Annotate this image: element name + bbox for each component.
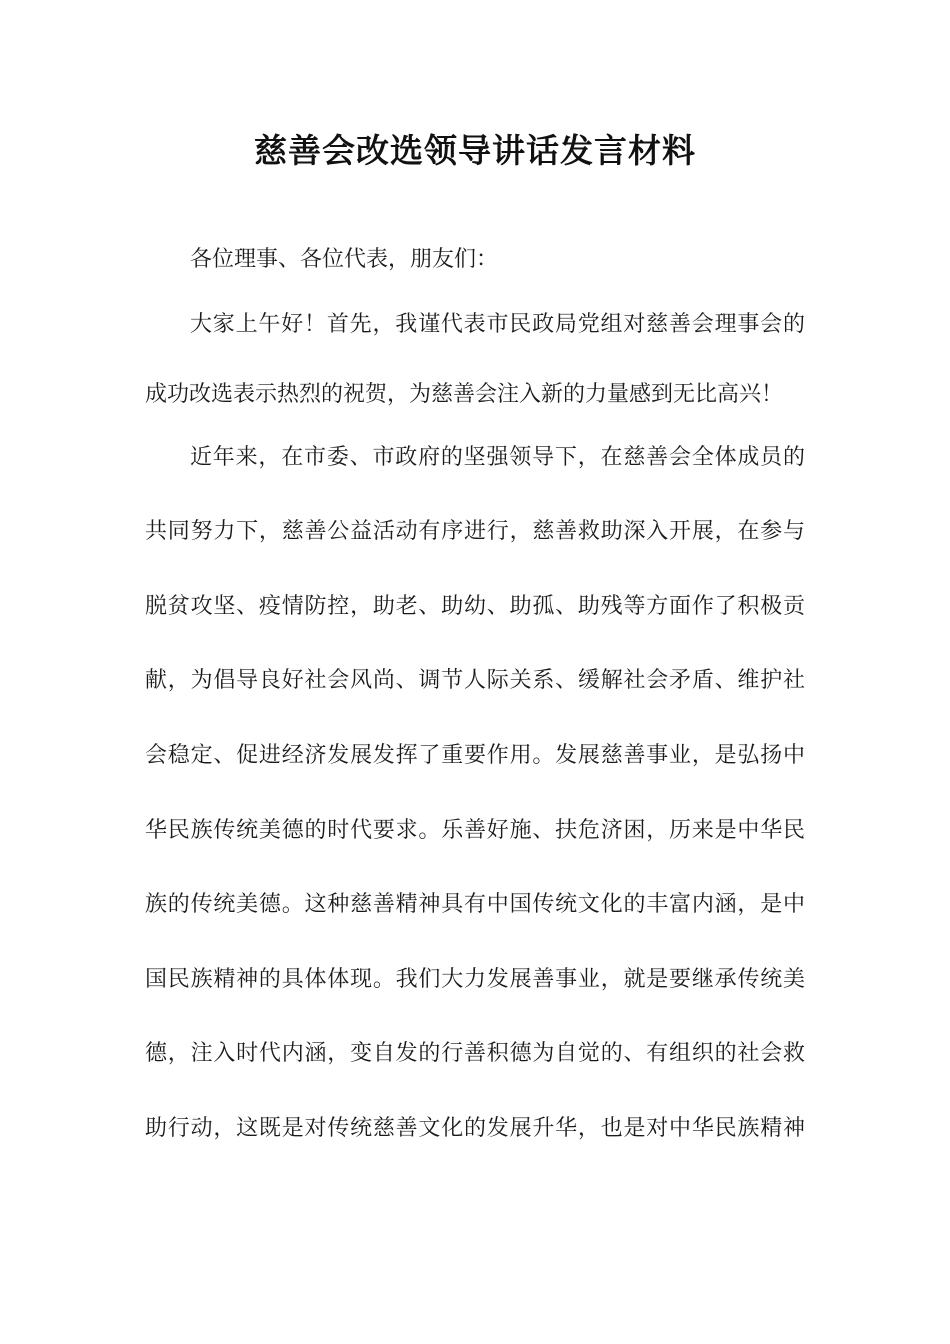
- body-text-line: 脱贫攻坚、疫情防控，助老、助幼、助孤、助残等方面作了积极贡: [145, 594, 805, 619]
- body-text-line: 华民族传统美德的时代要求。乐善好施、扶危济困，历来是中华民: [145, 818, 805, 843]
- salutation-line: 各位理事、各位代表，朋友们：: [190, 247, 499, 272]
- body-text-line: 成功改选表示热烈的祝贺，为慈善会注入新的力量感到无比高兴！: [145, 382, 784, 407]
- body-text-line: 助行动，这既是对传统慈善文化的发展升华，也是对中华民族精神: [145, 1116, 805, 1141]
- body-text-line: 德，注入时代内涵，变自发的行善积德为自觉的、有组织的社会救: [145, 1041, 805, 1066]
- body-text-line: 近年来，在市委、市政府的坚强领导下，在慈善会全体成员的: [190, 445, 805, 470]
- body-text-line: 共同努力下，慈善公益活动有序进行，慈善救助深入开展，在参与: [145, 519, 805, 544]
- body-text-line: 大家上午好！首先，我谨代表市民政局党组对慈善会理事会的: [190, 312, 805, 337]
- body-text-line: 献，为倡导良好社会风尚、调节人际关系、缓解社会矛盾、维护社: [145, 668, 805, 693]
- body-text-line: 国民族精神的具体体现。我们大力发展善事业，就是要继承传统美: [145, 967, 805, 992]
- document-title: 慈善会改选领导讲话发言材料: [254, 131, 696, 170]
- body-text-line: 会稳定、促进经济发展发挥了重要作用。发展慈善事业，是弘扬中: [145, 743, 805, 768]
- body-text-line: 族的传统美德。这种慈善精神具有中国传统文化的丰富内涵，是中: [145, 892, 805, 917]
